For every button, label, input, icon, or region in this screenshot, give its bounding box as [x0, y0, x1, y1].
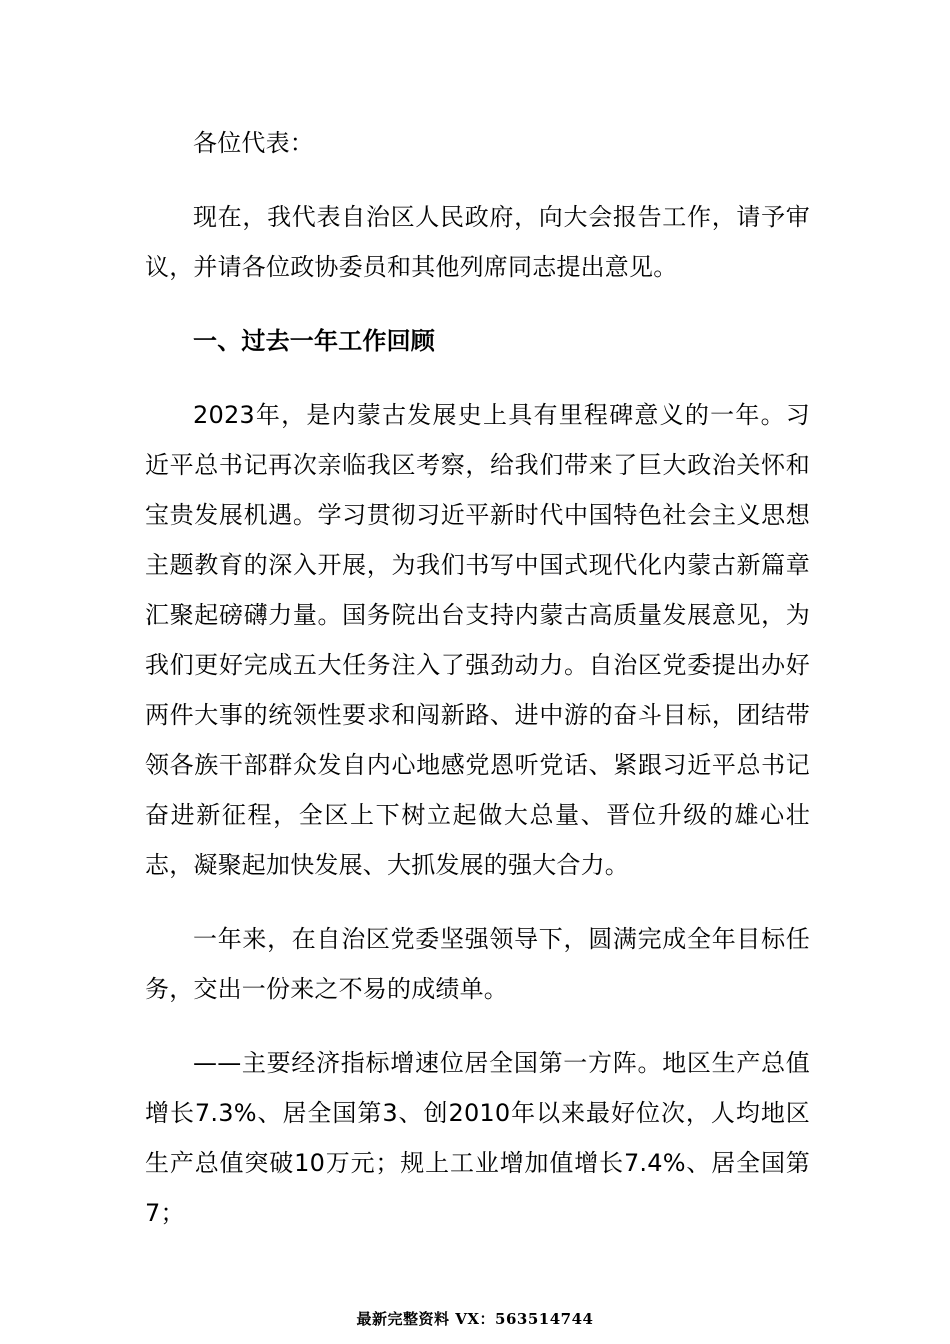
- paragraph-economic-indicators: ——主要经济指标增速位居全国第一方阵。地区生产总值增长7.3%、居全国第3、创2010年以来最好位次，人均地区生产总值突破10万元；规上工业增加值增长7.4%、居全国第7；: [145, 1049, 810, 1227]
- footer-watermark: 最新完整资料 VX：563514744: [356, 1310, 594, 1328]
- section-heading: 一、过去一年工作回顾: [193, 327, 435, 355]
- salutation: 各位代表：: [193, 129, 314, 157]
- paragraph-achievements: 一年来，在自治区党委坚强领导下，圆满完成全年目标任务，交出一份来之不易的成绩单。: [145, 925, 810, 1003]
- document-body: [145, 118, 810, 1238]
- paragraph-review-2023: 2023年，是内蒙古发展史上具有里程碑意义的一年。习近平总书记再次亲临我区考察，给我们带来了巨大政治关怀和宝贵发展机遇。学习贯彻习近平新时代中国特色社会主义思想主题教育的深入开展，为我们书写中国式现代化内蒙古新篇章汇聚起磅礴力量。国务院出台支持内蒙古高质量发展意见，为我们更好完成五大任务注入了强劲动力。自治区党委提出办好两件大事的统领性要求和闯新路、进中游的奋斗目标，团结带领各族干部群众发自内心地感党恩听党话、紧跟习近平总书记奋进新征程，全区上下树立起做大总量、晋位升级的雄心壮志，凝聚起加快发展、大抓发展的强大合力。: [145, 401, 810, 879]
- intro-paragraph: 现在，我代表自治区人民政府，向大会报告工作，请予审议，并请各位政协委员和其他列席同志提出意见。: [145, 203, 810, 281]
